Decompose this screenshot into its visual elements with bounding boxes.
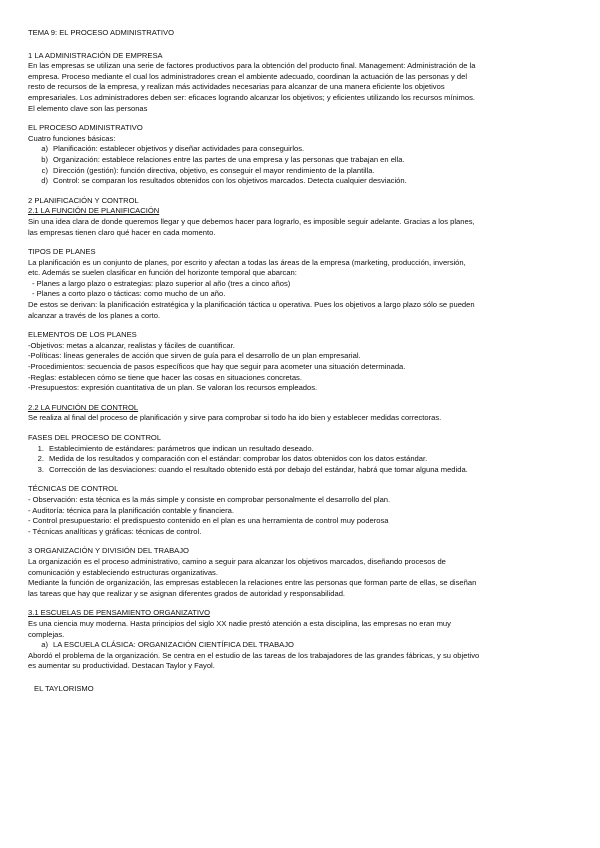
section-1-line: empresa. Proceso mediante el cual los administradores crean el ambiente adecuado, coordinan la actuación de las personas y del <box>28 71 468 81</box>
tecnicas-line: - Control presupuestario: el predispuesto contenido en el plan es una herramienta de control muy poderosa <box>28 516 389 526</box>
subsection-3-1-heading: 3.1 ESCUELAS DE PENSAMIENTO ORGANIZATIVO <box>28 608 211 618</box>
taylorismo-heading: EL TAYLORISMO <box>34 683 94 693</box>
tipos-heading: TIPOS DE PLANES <box>28 247 96 257</box>
section-3-1-line: Es una ciencia muy moderna. Hasta principios del siglo XX nadie prestó atención a esta disciplina, las empresas no eran muy <box>28 618 451 628</box>
section-3-1-line: Abordó el problema de la organización. Se centra en el estudio de las tareas de los trabajadores de las grandes fábricas, y su objetivo <box>28 650 480 660</box>
section-3-1-line: es aumentar su productividad. Destacan Taylor y Fayol. <box>28 661 215 671</box>
section-2-heading: 2 PLANIFICACIÓN Y CONTROL <box>28 195 139 205</box>
elementos-line: -Reglas: establecen cómo se tiene que hacer las cosas en situaciones concretas. <box>28 372 302 382</box>
tipos-line: - Planes a largo plazo o estrategias: plazo superior al año (tres a cinco años) <box>32 278 291 288</box>
section-3-heading: 3 ORGANIZACIÓN Y DIVISIÓN DEL TRABAJO <box>28 546 189 556</box>
tipos-line: La planificación es un conjunto de planes, por escrito y afectan a todas las áreas de la empresa (marketing, producción, inversión, <box>28 257 466 267</box>
section-3-line: Mediante la función de organización, las empresas establecen la relaciones entre las personas que forman parte de ellas, se diseñan <box>28 578 477 588</box>
list-item: a) LA ESCUELA CLÁSICA: ORGANIZACIÓN CIENTÍFICA DEL TRABAJO <box>41 640 294 650</box>
document-title: TEMA 9: EL PROCESO ADMINISTRATIVO <box>28 28 174 37</box>
list-item: d) Control: se comparan los resultados obtenidos con los objetivos marcados. Detecta cualquier desviación. <box>41 176 407 186</box>
elementos-heading: ELEMENTOS DE LOS PLANES <box>28 330 137 340</box>
subsection-2-2-heading: 2.2 LA FUNCIÓN DE CONTROL <box>28 402 139 412</box>
elementos-line: -Políticas: líneas generales de acción que sirven de guía para el desarrollo de un plan empresarial. <box>28 351 361 361</box>
fases-heading: FASES DEL PROCESO DE CONTROL <box>28 433 162 442</box>
control-line: Se realiza al final del proceso de planificación y sirve para comprobar si todo ha ido bien y establecer medidas correctoras. <box>28 413 442 423</box>
proceso-intro: Cuatro funciones básicas: <box>28 133 116 143</box>
section-3-line: comunicación y estableciendo estructuras organizativas. <box>28 567 218 577</box>
list-item: 2. Medida de los resultados y comparación con el estándar: comprobar los datos obtenidos con los datos estándar. <box>37 454 428 464</box>
list-item: 3. Corrección de las desviaciones: cuando el resultado obtenido está por debajo del estándar, habrá que tomar alguna medida. <box>37 464 468 474</box>
proceso-heading: EL PROCESO ADMINISTRATIVO <box>28 123 143 133</box>
subsection-2-1-heading: 2.1 LA FUNCIÓN DE PLANIFICACIÓN <box>28 206 160 216</box>
tecnicas-line: - Técnicas analíticas y gráficas: técnicas de control. <box>28 526 202 536</box>
section-2-line: Sin una idea clara de donde queremos llegar y que debemos hacer para lograrlo, es imposible seguir adelante. Gracias a los planes, <box>28 216 475 226</box>
section-1-line: resto de recursos de la empresa, y realizan más actividades necesarias para alcanzar de una manera eficiente los objetivos <box>28 82 445 92</box>
section-2-line: las empresas tienen claro qué hacer en cada momento. <box>28 227 216 237</box>
tecnicas-line: - Auditoría: técnica para la planificación contable y financiera. <box>28 505 234 515</box>
section-1-line: En las empresas se utilizan una serie de factores productivos para la obtención del producto final. Management: Administración de la <box>28 61 476 71</box>
elementos-line: -Objetivos: metas a alcanzar, realistas y fáciles de cuantificar. <box>28 340 235 350</box>
list-item: b) Organización: establece relaciones entre las partes de una empresa y las personas que trabajan en ella. <box>41 154 405 164</box>
section-1-line: empresariales. Los administradores deben ser: eficaces logrando alcanzar los objetivos; y eficientes utilizando los recursos mínimos. <box>28 92 475 102</box>
list-item: 1. Establecimiento de estándares: parámetros que indican un resultado deseado. <box>37 443 314 453</box>
section-3-line: las tareas que hay que realizar y se asignan diferentes grados de autoridad y responsabilidad. <box>28 588 346 598</box>
tipos-line: De estos se derivan: la planificación estratégica y la planificación táctica u operativa. Pues los objetivos a largo plazo sólo se pueden <box>28 300 475 310</box>
section-1-heading: 1 LA ADMINISTRACIÓN DE EMPRESA <box>28 50 163 60</box>
list-item: c) Dirección (gestión): función directiva, objetivo, es conseguir el mayor rendimiento de la plantilla. <box>41 165 375 175</box>
elementos-line: -Presupuestos: expresión cuantitativa de un plan. Se valoran los recursos empleados. <box>28 383 318 393</box>
tecnicas-line: - Observación: esta técnica es la más simple y consiste en comprobar personalmente el desarrollo del plan. <box>28 494 391 504</box>
section-3-1-line: complejas. <box>28 629 65 639</box>
elementos-line: -Procedimientos: secuencia de pasos específicos que hay que seguir para acometer una situación determinada. <box>28 362 406 372</box>
tecnicas-heading: TÉCNICAS DE CONTROL <box>28 484 119 494</box>
list-item: a) Planificación: establecer objetivos y diseñar actividades para conseguirlos. <box>41 144 305 154</box>
document-page <box>28 28 574 694</box>
tipos-line: etc. Además se suelen clasificar en función del horizonte temporal que abarcan: <box>28 268 297 278</box>
tipos-line: - Planes a corto plazo o tácticas: como mucho de un año. <box>32 289 226 299</box>
section-1-line: El elemento clave son las personas <box>28 103 148 113</box>
section-3-line: La organización es el proceso administrativo, camino a seguir para alcanzar los objetivos marcados, diseñando procesos de <box>28 556 446 566</box>
tipos-line: alcanzar a través de los planes a corto. <box>28 310 161 320</box>
